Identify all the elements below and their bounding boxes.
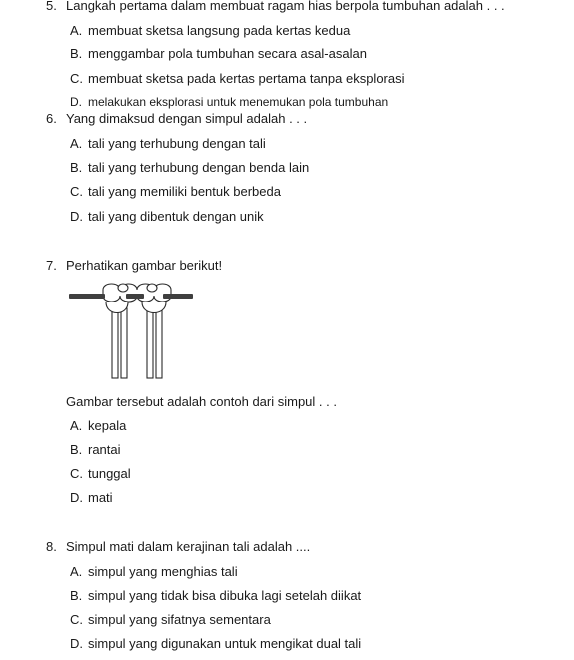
option-text: mati bbox=[88, 490, 113, 505]
option-6c[interactable] bbox=[70, 184, 281, 199]
question-5 bbox=[46, 0, 505, 13]
option-letter: A. bbox=[70, 23, 83, 38]
option-8a[interactable] bbox=[70, 564, 238, 579]
option-letter: D. bbox=[70, 95, 82, 109]
option-6d[interactable] bbox=[70, 209, 264, 224]
question-7 bbox=[46, 258, 222, 273]
holding-bar bbox=[69, 294, 105, 299]
option-5c[interactable] bbox=[70, 71, 405, 86]
question-number: 6. bbox=[46, 111, 57, 126]
option-5b[interactable] bbox=[70, 46, 367, 61]
option-7d[interactable] bbox=[70, 490, 113, 505]
option-7b[interactable] bbox=[70, 442, 121, 457]
question-text: Yang dimaksud dengan simpul adalah . . . bbox=[66, 111, 308, 126]
option-7a[interactable] bbox=[70, 418, 126, 433]
option-text: menggambar pola tumbuhan secara asal-asalan bbox=[88, 46, 367, 61]
option-8c[interactable] bbox=[70, 612, 271, 627]
option-letter: B. bbox=[70, 160, 83, 175]
question-8 bbox=[46, 539, 310, 554]
knot-loop bbox=[103, 284, 171, 302]
option-text: simpul yang tidak bisa dibuka lagi setelah diikat bbox=[88, 588, 362, 603]
option-5a[interactable] bbox=[70, 23, 350, 38]
option-text: rantai bbox=[88, 442, 121, 457]
option-7c[interactable] bbox=[70, 466, 131, 481]
cord-strand bbox=[156, 308, 162, 378]
knot-illustration bbox=[66, 282, 198, 382]
option-text: kepala bbox=[88, 418, 127, 433]
option-letter: A. bbox=[70, 418, 83, 433]
option-letter: A. bbox=[70, 564, 83, 579]
option-text: tali yang dibentuk dengan unik bbox=[88, 209, 264, 224]
cord-strand bbox=[147, 308, 153, 378]
holding-bar bbox=[126, 294, 144, 299]
option-5d[interactable] bbox=[70, 95, 388, 109]
option-letter: A. bbox=[70, 136, 83, 151]
option-letter: C. bbox=[70, 612, 83, 627]
knot-loop bbox=[118, 284, 128, 292]
knot-loop bbox=[147, 284, 157, 292]
question-text: Langkah pertama dalam membuat ragam hias berpola tumbuhan adalah . . . bbox=[66, 0, 505, 13]
question-7-subtext: Gambar tersebut adalah contoh dari simpul . . . bbox=[66, 394, 337, 409]
option-letter: C. bbox=[70, 184, 83, 199]
question-6 bbox=[46, 111, 307, 126]
option-letter: C. bbox=[70, 466, 83, 481]
option-6a[interactable] bbox=[70, 136, 266, 151]
option-letter: D. bbox=[70, 209, 83, 224]
option-letter: B. bbox=[70, 442, 83, 457]
option-letter: B. bbox=[70, 46, 83, 61]
question-text: Simpul mati dalam kerajinan tali adalah .... bbox=[66, 539, 311, 554]
question-number: 7. bbox=[46, 258, 57, 273]
option-text: melakukan eksplorasi untuk menemukan pola tumbuhan bbox=[88, 95, 389, 109]
holding-bar bbox=[163, 294, 193, 299]
option-text: tali yang terhubung dengan benda lain bbox=[88, 160, 310, 175]
option-8b[interactable] bbox=[70, 588, 361, 603]
option-letter: C. bbox=[70, 71, 83, 86]
option-text: membuat sketsa pada kertas pertama tanpa eksplorasi bbox=[88, 71, 405, 86]
option-text: tunggal bbox=[88, 466, 131, 481]
option-text: simpul yang digunakan untuk mengikat dual tali bbox=[88, 636, 362, 651]
option-text: membuat sketsa langsung pada kertas kedua bbox=[88, 23, 351, 38]
cord-strand bbox=[112, 308, 118, 378]
option-letter: D. bbox=[70, 636, 83, 651]
option-letter: B. bbox=[70, 588, 83, 603]
option-6b[interactable] bbox=[70, 160, 309, 175]
option-text: tali yang terhubung dengan tali bbox=[88, 136, 266, 151]
option-text: tali yang memiliki bentuk berbeda bbox=[88, 184, 281, 199]
question-text: Perhatikan gambar berikut! bbox=[66, 258, 223, 273]
option-text: simpul yang sifatnya sementara bbox=[88, 612, 271, 627]
option-letter: D. bbox=[70, 490, 83, 505]
option-text: simpul yang menghias tali bbox=[88, 564, 238, 579]
question-number: 8. bbox=[46, 539, 57, 554]
question-number: 5. bbox=[46, 0, 57, 13]
option-8d[interactable] bbox=[70, 636, 361, 651]
cord-strand bbox=[121, 308, 127, 378]
